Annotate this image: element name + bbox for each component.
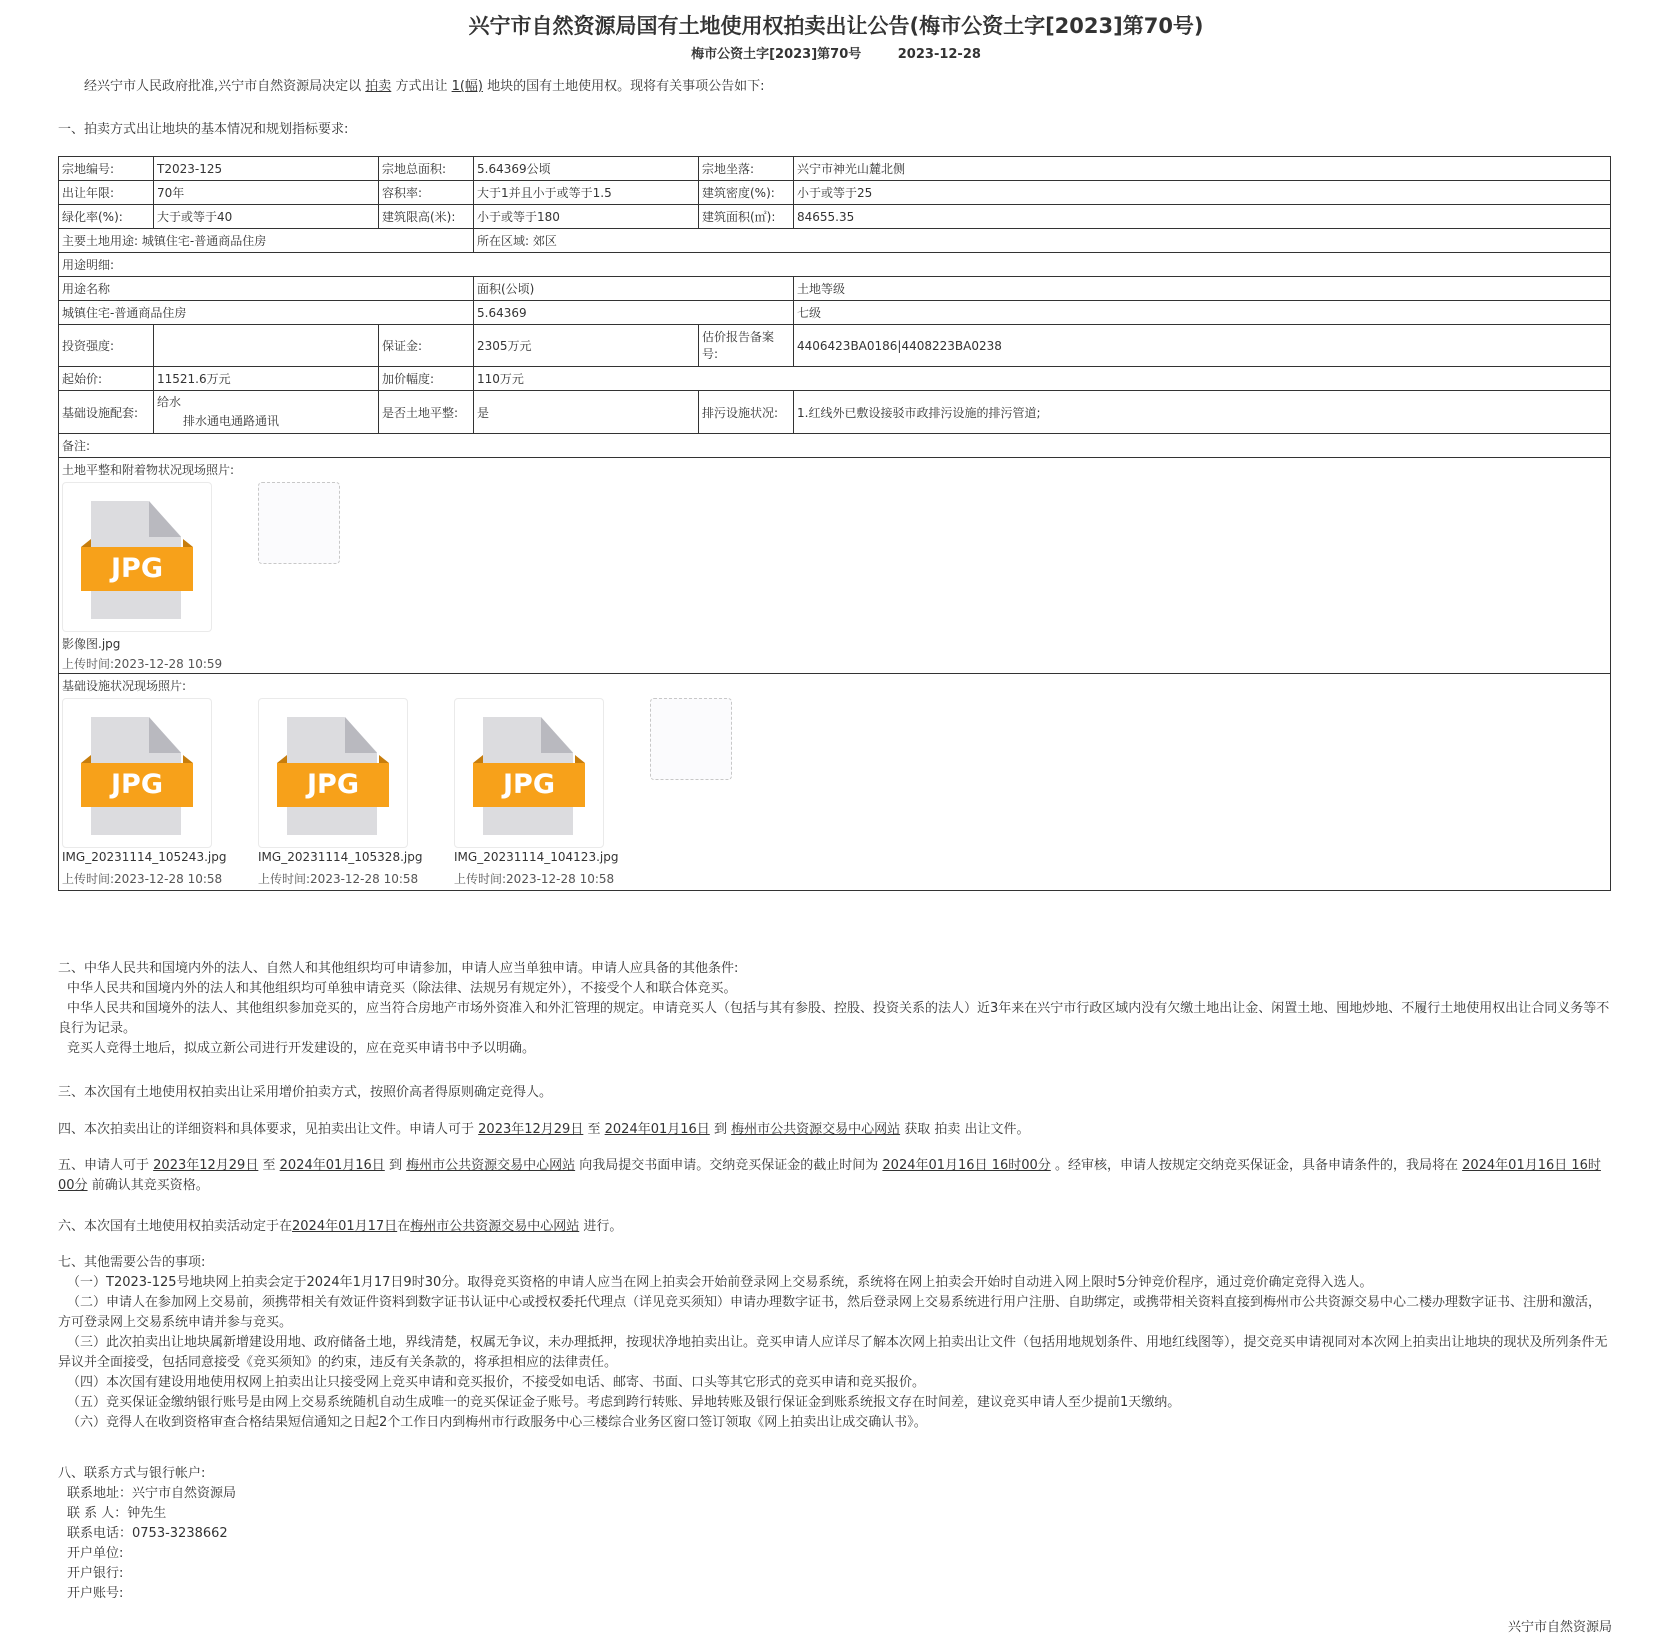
section-7-item: （二）申请人在参加网上交易前，须携带相关有效证件资料到数字证书认证中心或授权委托代理点（详见竞买须知）申请办理数字证书，然后登录网上交易系统进行用户注册、自助绑定，或携带相关资料直接到梅州市公共资源交易中心二楼办理数字证书、注册和激活，方可登录网上交易系统申请并参与竞买。: [58, 1295, 1602, 1330]
s4-start-date: 2023年12月29日: [478, 1122, 584, 1137]
table-cell: 加价幅度:: [379, 367, 474, 391]
s5-text: 。经审核，申请人按规定交纳竞买保证金，具备申请条件的，我局将在: [1054, 1158, 1458, 1173]
file-name[interactable]: IMG_20231114_104123.jpg: [454, 850, 619, 864]
table-cell: 5.64369: [474, 301, 794, 325]
table-cell: 11521.6万元: [154, 367, 379, 391]
table-cell: 用途名称: [59, 277, 474, 301]
trading-center-link[interactable]: 梅州市公共资源交易中心网站: [406, 1158, 576, 1173]
s5-text: 到: [388, 1158, 402, 1173]
section-2-line: 竞买人竞得土地后，拟成立新公司进行开发建设的，应在竞买申请书中予以明确。: [67, 1041, 536, 1056]
intro-prefix: 经兴宁市人民政府批准,兴宁市自然资源局决定以: [84, 79, 362, 94]
doc-number: 梅市公资土字[2023]第70号: [691, 47, 862, 62]
table-row: [59, 674, 1611, 891]
table-cell: 保证金:: [379, 325, 474, 367]
section-7-item: （三）此次拍卖出让地块属新增建设用地、政府储备土地，界线清楚，权属无争议，未办理抵押，按现状净地拍卖出让。竞买申请人应详尽了解本次网上拍卖出让文件（包括用地规划条件、用地红线图等），提交竞买申请视同对本次网上拍卖出让地块的现状及所列条件无异议并全面接受，包括同意接受《竞买须知》的约束，违反有关条款的，将承担相应的法律责任。: [58, 1335, 1608, 1370]
section-2-title: 二、中华人民共和国境内外的法人、自然人和其他组织均可申请参加，申请人应当单独申请。申请人应具备的其他条件:: [58, 961, 739, 976]
section-2-line: 中华人民共和国境外的法人、其他组织参加竞买的，应当符合房地产市场外资准入和外汇管理的规定。申请竞买人（包括与其有参股、控股、投资关系的法人）近3年来在兴宁市行政区域内没有欠缴土地出让金、闲置土地、囤地炒地、不履行土地使用权出让合同义务等不良行为记录。: [58, 1001, 1610, 1036]
section-4: [58, 1120, 1613, 1140]
s4-text: 四、本次拍卖出让的详细资料和具体要求，见拍卖出让文件。申请人可于: [58, 1122, 475, 1137]
file-name[interactable]: IMG_20231114_105328.jpg: [258, 850, 423, 864]
upload-time: 上传时间:2023-12-28 10:58: [454, 872, 615, 886]
table-row: [59, 205, 1611, 229]
table-cell: 小于或等于25: [794, 181, 1611, 205]
jpg-file-icon[interactable]: [62, 698, 212, 848]
s5-end-date: 2024年01月16日: [279, 1158, 385, 1173]
table-row: [59, 253, 1611, 277]
jpg-file-icon[interactable]: [258, 698, 408, 848]
intro-mid: 方式出让: [395, 79, 448, 94]
table-cell: 用途明细:: [59, 253, 1611, 277]
section-3: 三、本次国有土地使用权拍卖出让采用增价拍卖方式，按照价高者得原则确定竞得人。: [58, 1085, 553, 1100]
upload-time: 上传时间:2023-12-28 10:58: [62, 872, 223, 886]
file-type-badge: JPG: [81, 547, 193, 591]
s5-start-date: 2023年12月29日: [153, 1158, 259, 1173]
section-1-title: 一、拍卖方式出让地块的基本情况和规划指标要求:: [58, 122, 349, 137]
s5-text: 五、申请人可于: [58, 1158, 150, 1173]
jpg-file-icon[interactable]: [62, 482, 212, 632]
s6-text: 六、本次国有土地使用权拍卖活动定于在: [58, 1219, 293, 1234]
intro-count: 1(幅): [451, 79, 484, 94]
table-cell: 出让年限:: [59, 181, 154, 205]
land-info-table: [58, 156, 1611, 891]
table-row: [59, 301, 1611, 325]
area-value: 郊区: [532, 234, 557, 248]
table-cell: 基础设施配套:: [59, 391, 154, 434]
file-type-badge: JPG: [473, 763, 585, 807]
table-row: [59, 181, 1611, 205]
s4-text: 获取 拍卖 出让文件。: [904, 1122, 1030, 1137]
section-8-title: 八、联系方式与银行帐户:: [58, 1466, 206, 1481]
s4-text: 至: [587, 1122, 601, 1137]
intro-suffix: 地块的国有土地使用权。现将有关事项公告如下:: [487, 79, 765, 94]
table-row: [59, 325, 1611, 367]
table-cell: 2305万元: [474, 325, 699, 367]
doc-meta: [0, 43, 1672, 62]
table-cell: 容积率:: [379, 181, 474, 205]
page-title: 兴宁市自然资源局国有土地使用权拍卖出让公告(梅市公资土字[2023]第70号): [468, 14, 1204, 38]
area-label: 所在区域:: [477, 234, 530, 248]
table-cell: 估价报告备案号:: [699, 325, 794, 367]
section-5: [58, 1156, 1613, 1196]
section-6: [58, 1217, 1613, 1237]
table-cell: 建筑限高(米):: [379, 205, 474, 229]
s4-end-date: 2024年01月16日: [604, 1122, 710, 1137]
contact-address: 联系地址：兴宁市自然资源局: [67, 1486, 237, 1501]
table-cell: 建筑面积(㎡):: [699, 205, 794, 229]
table-cell: 1.红线外已敷设接驳市政排污设施的排污管道;: [794, 391, 1611, 434]
file-name[interactable]: 影像图.jpg: [62, 637, 121, 651]
table-cell: 七级: [794, 301, 1611, 325]
s6-text: 进行。: [583, 1219, 623, 1234]
section-7-item: （四）本次国有建设用地使用权网上拍卖出让只接受网上竞买申请和竞买报价，不接受如电话、邮寄、书面、口头等其它形式的竞买申请和竞买报价。: [67, 1375, 926, 1390]
trading-center-link[interactable]: 梅州市公共资源交易中心网站: [410, 1219, 580, 1234]
section-8: [58, 1464, 1613, 1604]
table-cell: 5.64369公顷: [474, 157, 699, 181]
table-row: [59, 391, 1611, 434]
photo-section-label: 基础设施状况现场照片:: [62, 679, 187, 693]
upload-time: 上传时间:2023-12-28 10:58: [258, 872, 419, 886]
table-cell: 土地等级: [794, 277, 1611, 301]
section-7-title: 七、其他需要公告的事项:: [58, 1255, 206, 1270]
infra-other: 排水通电通路通讯: [183, 414, 280, 428]
table-cell: 起始价:: [59, 367, 154, 391]
table-cell: 宗地编号:: [59, 157, 154, 181]
deposit-deadline: 2024年01月16日 16时00分: [882, 1158, 1051, 1173]
land-use-label: 主要土地用途:: [62, 234, 139, 248]
s6-text: 在: [397, 1219, 411, 1234]
section-2: [58, 959, 1613, 1059]
trading-center-link[interactable]: 梅州市公共资源交易中心网站: [731, 1122, 901, 1137]
s5-text: 向我局提交书面申请。交纳竞买保证金的截止时间为: [579, 1158, 879, 1173]
table-cell: 宗地坐落:: [699, 157, 794, 181]
photo-cell-infra: [59, 674, 1611, 891]
table-cell: 大于1并且小于或等于1.5: [474, 181, 699, 205]
contact-person: 联 系 人：钟先生: [67, 1506, 167, 1521]
section-7-item: （五）竞买保证金缴纳银行账号是由网上交易系统随机自动生成唯一的竞买保证金子账号。考虑到跨行转账、异地转账及银行保证金到账系统报文存在时间差，建议竞买申请人至少提前1天缴纳。: [67, 1395, 1181, 1410]
table-cell: 70年: [154, 181, 379, 205]
table-cell: 建筑密度(%):: [699, 181, 794, 205]
table-cell: 城镇住宅-普通商品住房: [59, 301, 474, 325]
table-row: [59, 157, 1611, 181]
table-row: [59, 434, 1611, 458]
table-cell: 面积(公顷): [474, 277, 794, 301]
land-use-value: 城镇住宅-普通商品住房: [141, 234, 267, 248]
table-cell: T2023-125: [154, 157, 379, 181]
table-cell: 是否土地平整:: [379, 391, 474, 434]
section-2-line: 中华人民共和国境内外的法人和其他组织均可单独申请竞买（除法律、法规另有规定外），不接受个人和联合体竞买。: [67, 981, 737, 996]
table-cell: 大于或等于40: [154, 205, 379, 229]
table-cell: [474, 229, 1611, 253]
upload-time: 上传时间:2023-12-28 10:59: [62, 657, 223, 671]
intro-paragraph: [58, 77, 1613, 97]
intro-method: 拍卖: [365, 79, 392, 94]
photo-gallery-land: [59, 458, 1610, 673]
s5-text: 前确认其竞买资格。: [91, 1178, 209, 1193]
table-row: [59, 367, 1611, 391]
table-cell: 小于或等于180: [474, 205, 699, 229]
account-unit: 开户单位:: [67, 1546, 124, 1561]
table-row: [59, 229, 1611, 253]
upload-placeholder[interactable]: [258, 482, 340, 564]
photo-gallery-infra: [59, 674, 1610, 890]
section-7-item: （一）T2023-125号地块网上拍卖会定于2024年1月17日9时30分。取得竞买资格的申请人应当在网上拍卖会开始前登录网上交易系统，系统将在网上拍卖会开始时自动进入网上限时5分钟竞价程序，通过竞价确定竞得入选人。: [67, 1275, 1373, 1290]
table-cell: 84655.35: [794, 205, 1611, 229]
photo-cell-land: [59, 458, 1611, 674]
table-cell: 投资强度:: [59, 325, 154, 367]
jpg-file-icon[interactable]: [454, 698, 604, 848]
s5-text: 至: [262, 1158, 276, 1173]
section-7-item: （六）竞得人在收到资格审查合格结果短信通知之日起2个工作日内到梅州市行政服务中心三楼综合业务区窗口签订领取《网上拍卖出让成交确认书》。: [67, 1415, 927, 1430]
photo-section-label: 土地平整和附着物状况现场照片:: [62, 463, 235, 477]
issuer-signature: 兴宁市自然资源局: [1507, 1620, 1612, 1635]
table-cell: [154, 325, 379, 367]
table-row: [59, 277, 1611, 301]
table-cell: 是: [474, 391, 699, 434]
account-number: 开户账号:: [67, 1586, 124, 1601]
contact-phone: 联系电话：0753-3238662: [67, 1526, 228, 1541]
table-cell: 排污设施状况:: [699, 391, 794, 434]
table-cell: 绿化率(%):: [59, 205, 154, 229]
table-cell: 备注:: [59, 434, 1611, 458]
table-cell: [154, 391, 379, 434]
infra-water: 给水: [157, 395, 182, 409]
table-cell: 110万元: [474, 367, 1611, 391]
table-cell: 宗地总面积:: [379, 157, 474, 181]
doc-date: 2023-12-28: [897, 47, 981, 62]
table-row: [59, 458, 1611, 674]
table-cell: [59, 229, 474, 253]
table-cell: 4406423BA0186|4408223BA0238: [794, 325, 1611, 367]
upload-placeholder[interactable]: [650, 698, 732, 780]
qualification-confirm-time: 2024年01月16日 16时00分: [58, 1158, 1601, 1193]
file-type-badge: JPG: [277, 763, 389, 807]
file-type-badge: JPG: [81, 763, 193, 807]
table-cell: 兴宁市神光山麓北侧: [794, 157, 1611, 181]
s4-text: 到: [713, 1122, 727, 1137]
file-name[interactable]: IMG_20231114_105243.jpg: [62, 850, 227, 864]
section-7: [58, 1253, 1613, 1433]
auction-date: 2024年01月17日: [292, 1219, 398, 1234]
account-bank: 开户银行:: [67, 1566, 124, 1581]
